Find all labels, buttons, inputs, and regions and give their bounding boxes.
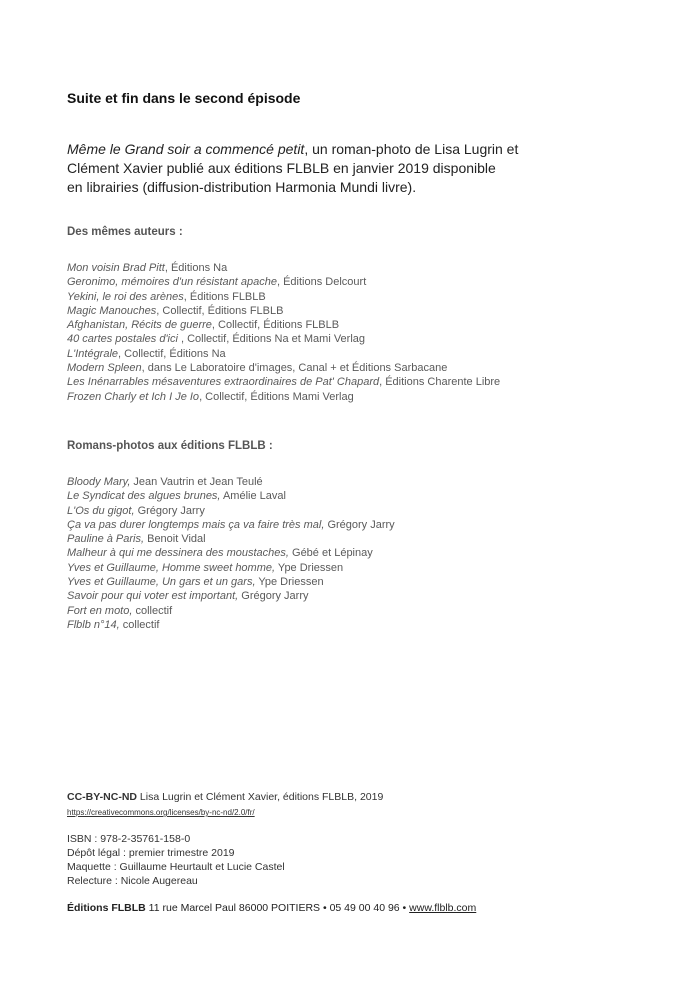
episode-heading: Suite et fin dans le second épisode (67, 90, 301, 106)
relecture: Relecture : Nicole Augereau (67, 875, 198, 887)
list-item: Geronimo, mémoires d'un résistant apache, Éditions Delcourt (67, 276, 367, 289)
list-item: Bloody Mary, Jean Vautrin et Jean Teulé (67, 476, 263, 488)
list-item: Fort en moto, collectif (67, 604, 173, 617)
same-authors-list (67, 261, 500, 404)
list-item: Magic Manouches, Collectif, Éditions FLBLB (67, 304, 284, 317)
list-item: Le Syndicat des algues brunes, Amélie Laval (67, 490, 286, 503)
romans-photos-list (67, 475, 395, 632)
list-item: Flblb n°14, collectif (67, 618, 160, 631)
list-item: L'Intégrale, Collectif, Éditions Na (67, 347, 226, 360)
list-item: Yekini, le roi des arènes, Éditions FLBLB (67, 290, 266, 303)
list-item: Mon voisin Brad Pitt, Éditions Na (67, 262, 228, 274)
publisher-footer: Éditions FLBLB 11 rue Marcel Paul 86000 POITIERS • 05 49 00 40 96 • www.flblb.com (67, 902, 477, 914)
list-item: Savoir pour qui voter est important, Grégory Jarry (67, 590, 309, 603)
list-item: Modern Spleen, dans Le Laboratoire d'images, Canal + et Éditions Sarbacane (67, 362, 448, 375)
same-authors-heading: Des mêmes auteurs : (67, 226, 183, 238)
book-title: Même le Grand soir a commencé petit (67, 141, 305, 157)
list-item: Ça va pas durer longtemps mais ça va faire très mal, Grégory Jarry (67, 518, 395, 531)
romans-photos-heading: Romans-photos aux éditions FLBLB : (67, 440, 273, 452)
isbn: ISBN : 978-2-35761-158-0 (67, 833, 191, 845)
imprint (67, 832, 285, 888)
website-link[interactable]: www.flblb.com (409, 902, 477, 914)
list-item: Afghanistan, Récits de guerre, Collectif, Éditions FLBLB (67, 319, 340, 332)
list-item: 40 cartes postales d'ici , Collectif, Éditions Na et Mami Verlag (67, 333, 366, 346)
intro-paragraph: Même le Grand soir a commencé petit, un roman-photo de Lisa Lugrin et Clément Xavier publié aux éditions FLBLB en janvier 2019 disponible en librairies (diffusion-distribution Harmonia Mundi livre). (67, 141, 519, 195)
maquette: Maquette : Guillaume Heurtault et Lucie Castel (67, 861, 285, 873)
depot-legal: Dépôt légal : premier trimestre 2019 (67, 847, 235, 859)
license-link[interactable]: https://creativecommons.org/licenses/by-nc-nd/2.0/fr/ (67, 808, 255, 817)
publisher-name: Éditions FLBLB (67, 902, 146, 914)
list-item: Yves et Guillaume, Un gars et un gars, Ype Driessen (67, 576, 324, 589)
list-item: Frozen Charly et Ich I Je Io, Collectif, Éditions Mami Verlag (67, 390, 354, 403)
list-item: Malheur à qui me dessinera des moustaches, Gébé et Lépinay (67, 547, 373, 560)
list-item: L'Os du gigot, Grégory Jarry (67, 504, 205, 517)
license-code: CC-BY-NC-ND (67, 791, 137, 803)
license-line: CC-BY-NC-ND Lisa Lugrin et Clément Xavier, éditions FLBLB, 2019 (67, 791, 384, 803)
list-item: Pauline à Paris, Benoit Vidal (67, 533, 206, 546)
list-item: Yves et Guillaume, Homme sweet homme, Ype Driessen (67, 561, 344, 574)
list-item: Les Inénarrables mésaventures extraordinaires de Pat' Chapard, Éditions Charente Libre (67, 376, 501, 389)
